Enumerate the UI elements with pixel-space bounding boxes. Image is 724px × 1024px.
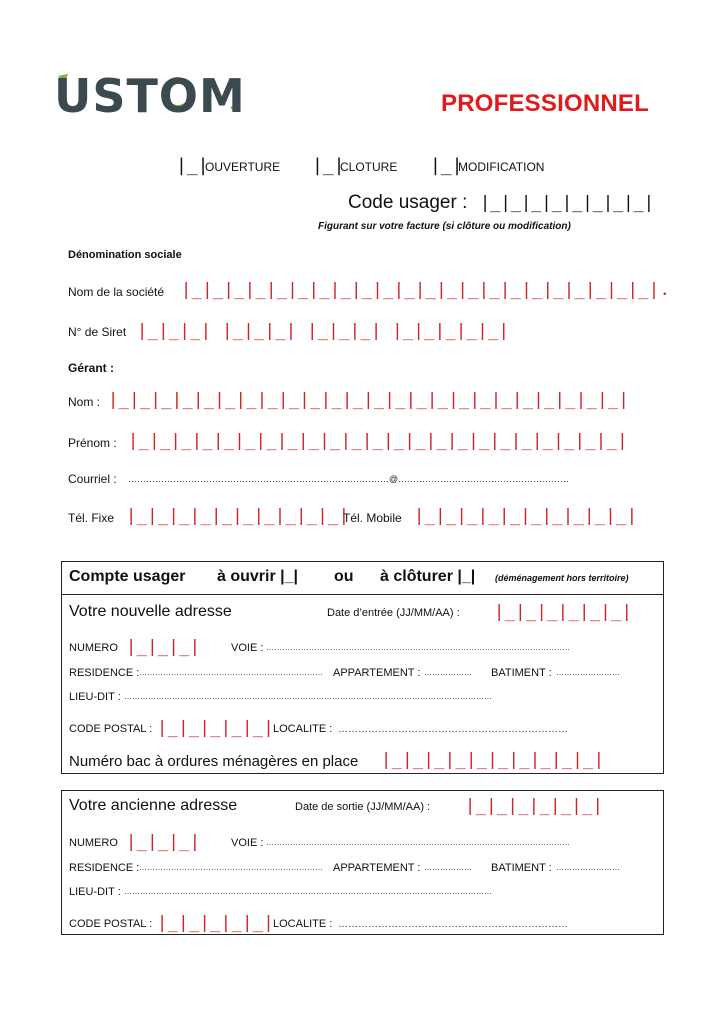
compte-note: (déménagement hors territoire) bbox=[495, 573, 629, 583]
ancienne-lieudit-label: LIEU-DIT : bbox=[69, 886, 121, 898]
logo-text: USTOM bbox=[54, 69, 246, 123]
nouvelle-cp-label: CODE POSTAL : bbox=[69, 723, 153, 735]
nouvelle-localite-field[interactable]: …………………………………………………………… bbox=[338, 724, 568, 735]
ancienne-localite-field[interactable]: …………………………………………………………… bbox=[338, 919, 568, 930]
ouverture-label: OUVERTURE bbox=[205, 160, 281, 174]
nom-label: Nom : bbox=[68, 395, 101, 409]
modification-label: MODIFICATION bbox=[458, 160, 545, 174]
ancienne-date-field[interactable]: |_|_|_|_|_|_| bbox=[465, 796, 604, 816]
bac-label: Numéro bac à ordures ménagères en place bbox=[69, 753, 359, 770]
ancienne-localite-label: LOCALITE : bbox=[273, 918, 333, 930]
nouvelle-lieudit-label: LIEU-DIT : bbox=[69, 691, 121, 703]
compte-ouvrir-option[interactable]: à ouvrir |_| bbox=[217, 568, 298, 585]
code-usager-label: Code usager : bbox=[348, 192, 468, 213]
siret-label: N° de Siret bbox=[68, 325, 127, 339]
nom-societe-label: Nom de la société bbox=[68, 285, 165, 299]
nouvelle-numero-label: NUMERO bbox=[69, 642, 118, 654]
ancienne-residence-field[interactable]: …………………………………………………………… bbox=[139, 863, 323, 872]
cloture-checkbox[interactable]: |_| bbox=[312, 155, 345, 176]
tel-fixe-field[interactable]: |_|_|_|_|_|_|_|_|_|_| bbox=[126, 506, 350, 526]
compte-cloturer-option[interactable]: à clôturer |_| bbox=[380, 568, 476, 585]
nouvelle-date-label: Date d’entrée (JJ/MM/AA) : bbox=[327, 607, 460, 619]
modification-checkbox[interactable]: |_| bbox=[430, 155, 463, 176]
nouvelle-appartement-field[interactable]: ……………… bbox=[424, 668, 472, 677]
tel-mobile-label: Tél. Mobile bbox=[343, 511, 402, 525]
nouvelle-voie-field[interactable]: …………………………………………………………………………………………………… bbox=[266, 643, 570, 652]
ouverture-checkbox[interactable]: |_| bbox=[176, 155, 209, 176]
ancienne-voie-label: VOIE : bbox=[231, 837, 264, 849]
compte-ou-label: ou bbox=[334, 568, 354, 585]
nouvelle-cp-field[interactable]: |_|_|_|_|_| bbox=[157, 718, 274, 738]
bac-field[interactable]: |_|_|_|_|_|_|_|_|_|_| bbox=[381, 750, 605, 770]
ancienne-cp-label: CODE POSTAL : bbox=[69, 918, 153, 930]
ancienne-lieudit-field[interactable]: ………………………………………………………………………………………………………………………… bbox=[124, 887, 492, 896]
cloture-label: CLOTURE bbox=[340, 160, 398, 174]
courriel-field[interactable]: ……………………………………………………………………………@………………………………………………… bbox=[128, 474, 570, 484]
prenom-field[interactable]: |_|_|_|_|_|_|_|_|_|_|_|_|_|_|_|_|_|_|_|_|_|_|_| bbox=[128, 431, 628, 451]
prenom-label: Prénom : bbox=[68, 436, 117, 450]
nouvelle-residence-field[interactable]: …………………………………………………………… bbox=[139, 668, 323, 677]
nom-societe-field[interactable]: |_|_|_|_|_|_|_|_|_|_|_|_|_|_|_|_|_|_|_|_|_|_|. bbox=[181, 280, 671, 300]
denomination-heading: Dénomination sociale bbox=[68, 249, 182, 261]
ancienne-appartement-field[interactable]: ……………… bbox=[424, 863, 472, 872]
ancienne-date-label: Date de sortie (JJ/MM/AA) : bbox=[295, 801, 431, 813]
page-title: PROFESSIONNEL bbox=[441, 90, 649, 117]
nouvelle-batiment-label: BATIMENT : bbox=[491, 667, 552, 679]
ancienne-numero-label: NUMERO bbox=[69, 837, 118, 849]
ancienne-voie-field[interactable]: …………………………………………………………………………………………………… bbox=[266, 838, 570, 847]
nouvelle-voie-label: VOIE : bbox=[231, 642, 264, 654]
nouvelle-residence-label: RESIDENCE : bbox=[69, 667, 140, 679]
tel-mobile-field[interactable]: |_|_|_|_|_|_|_|_|_|_| bbox=[414, 506, 638, 526]
logo bbox=[54, 69, 246, 123]
code-usager-field[interactable]: |_|_|_|_|_|_|_|_| bbox=[480, 193, 654, 213]
ancienne-batiment-field[interactable]: …………………… bbox=[556, 863, 620, 872]
nouvelle-adresse-heading: Votre nouvelle adresse bbox=[69, 603, 232, 620]
ancienne-batiment-label: BATIMENT : bbox=[491, 862, 552, 874]
code-usager-note: Figurant sur votre facture (si clôture ou modification) bbox=[318, 221, 571, 232]
ancienne-cp-field[interactable]: |_|_|_|_|_| bbox=[157, 913, 274, 933]
nouvelle-appartement-label: APPARTEMENT : bbox=[333, 667, 421, 679]
nouvelle-numero-field[interactable]: |_|_|_| bbox=[126, 637, 201, 657]
nouvelle-batiment-field[interactable]: …………………… bbox=[556, 668, 620, 677]
compte-divider bbox=[61, 594, 664, 595]
nouvelle-date-field[interactable]: |_|_|_|_|_|_| bbox=[494, 602, 633, 622]
ancienne-adresse-heading: Votre ancienne adresse bbox=[69, 797, 238, 814]
compte-usager-label: Compte usager bbox=[69, 568, 186, 585]
nouvelle-localite-label: LOCALITE : bbox=[273, 723, 333, 735]
siret-field[interactable]: |_|_|_| |_|_|_| |_|_|_| |_|_|_|_|_| bbox=[137, 321, 510, 341]
nom-field[interactable]: |_|_|_|_|_|_|_|_|_|_|_|_|_|_|_|_|_|_|_|_|_|_|_|_| bbox=[108, 390, 630, 410]
nouvelle-lieudit-field[interactable]: ………………………………………………………………………………………………………………………… bbox=[124, 692, 492, 701]
ancienne-appartement-label: APPARTEMENT : bbox=[333, 862, 421, 874]
ancienne-numero-field[interactable]: |_|_|_| bbox=[126, 832, 201, 852]
ancienne-residence-label: RESIDENCE : bbox=[69, 862, 140, 874]
tel-fixe-label: Tél. Fixe bbox=[68, 511, 115, 525]
gerant-heading: Gérant : bbox=[68, 361, 115, 375]
courriel-label: Courriel : bbox=[68, 472, 117, 486]
